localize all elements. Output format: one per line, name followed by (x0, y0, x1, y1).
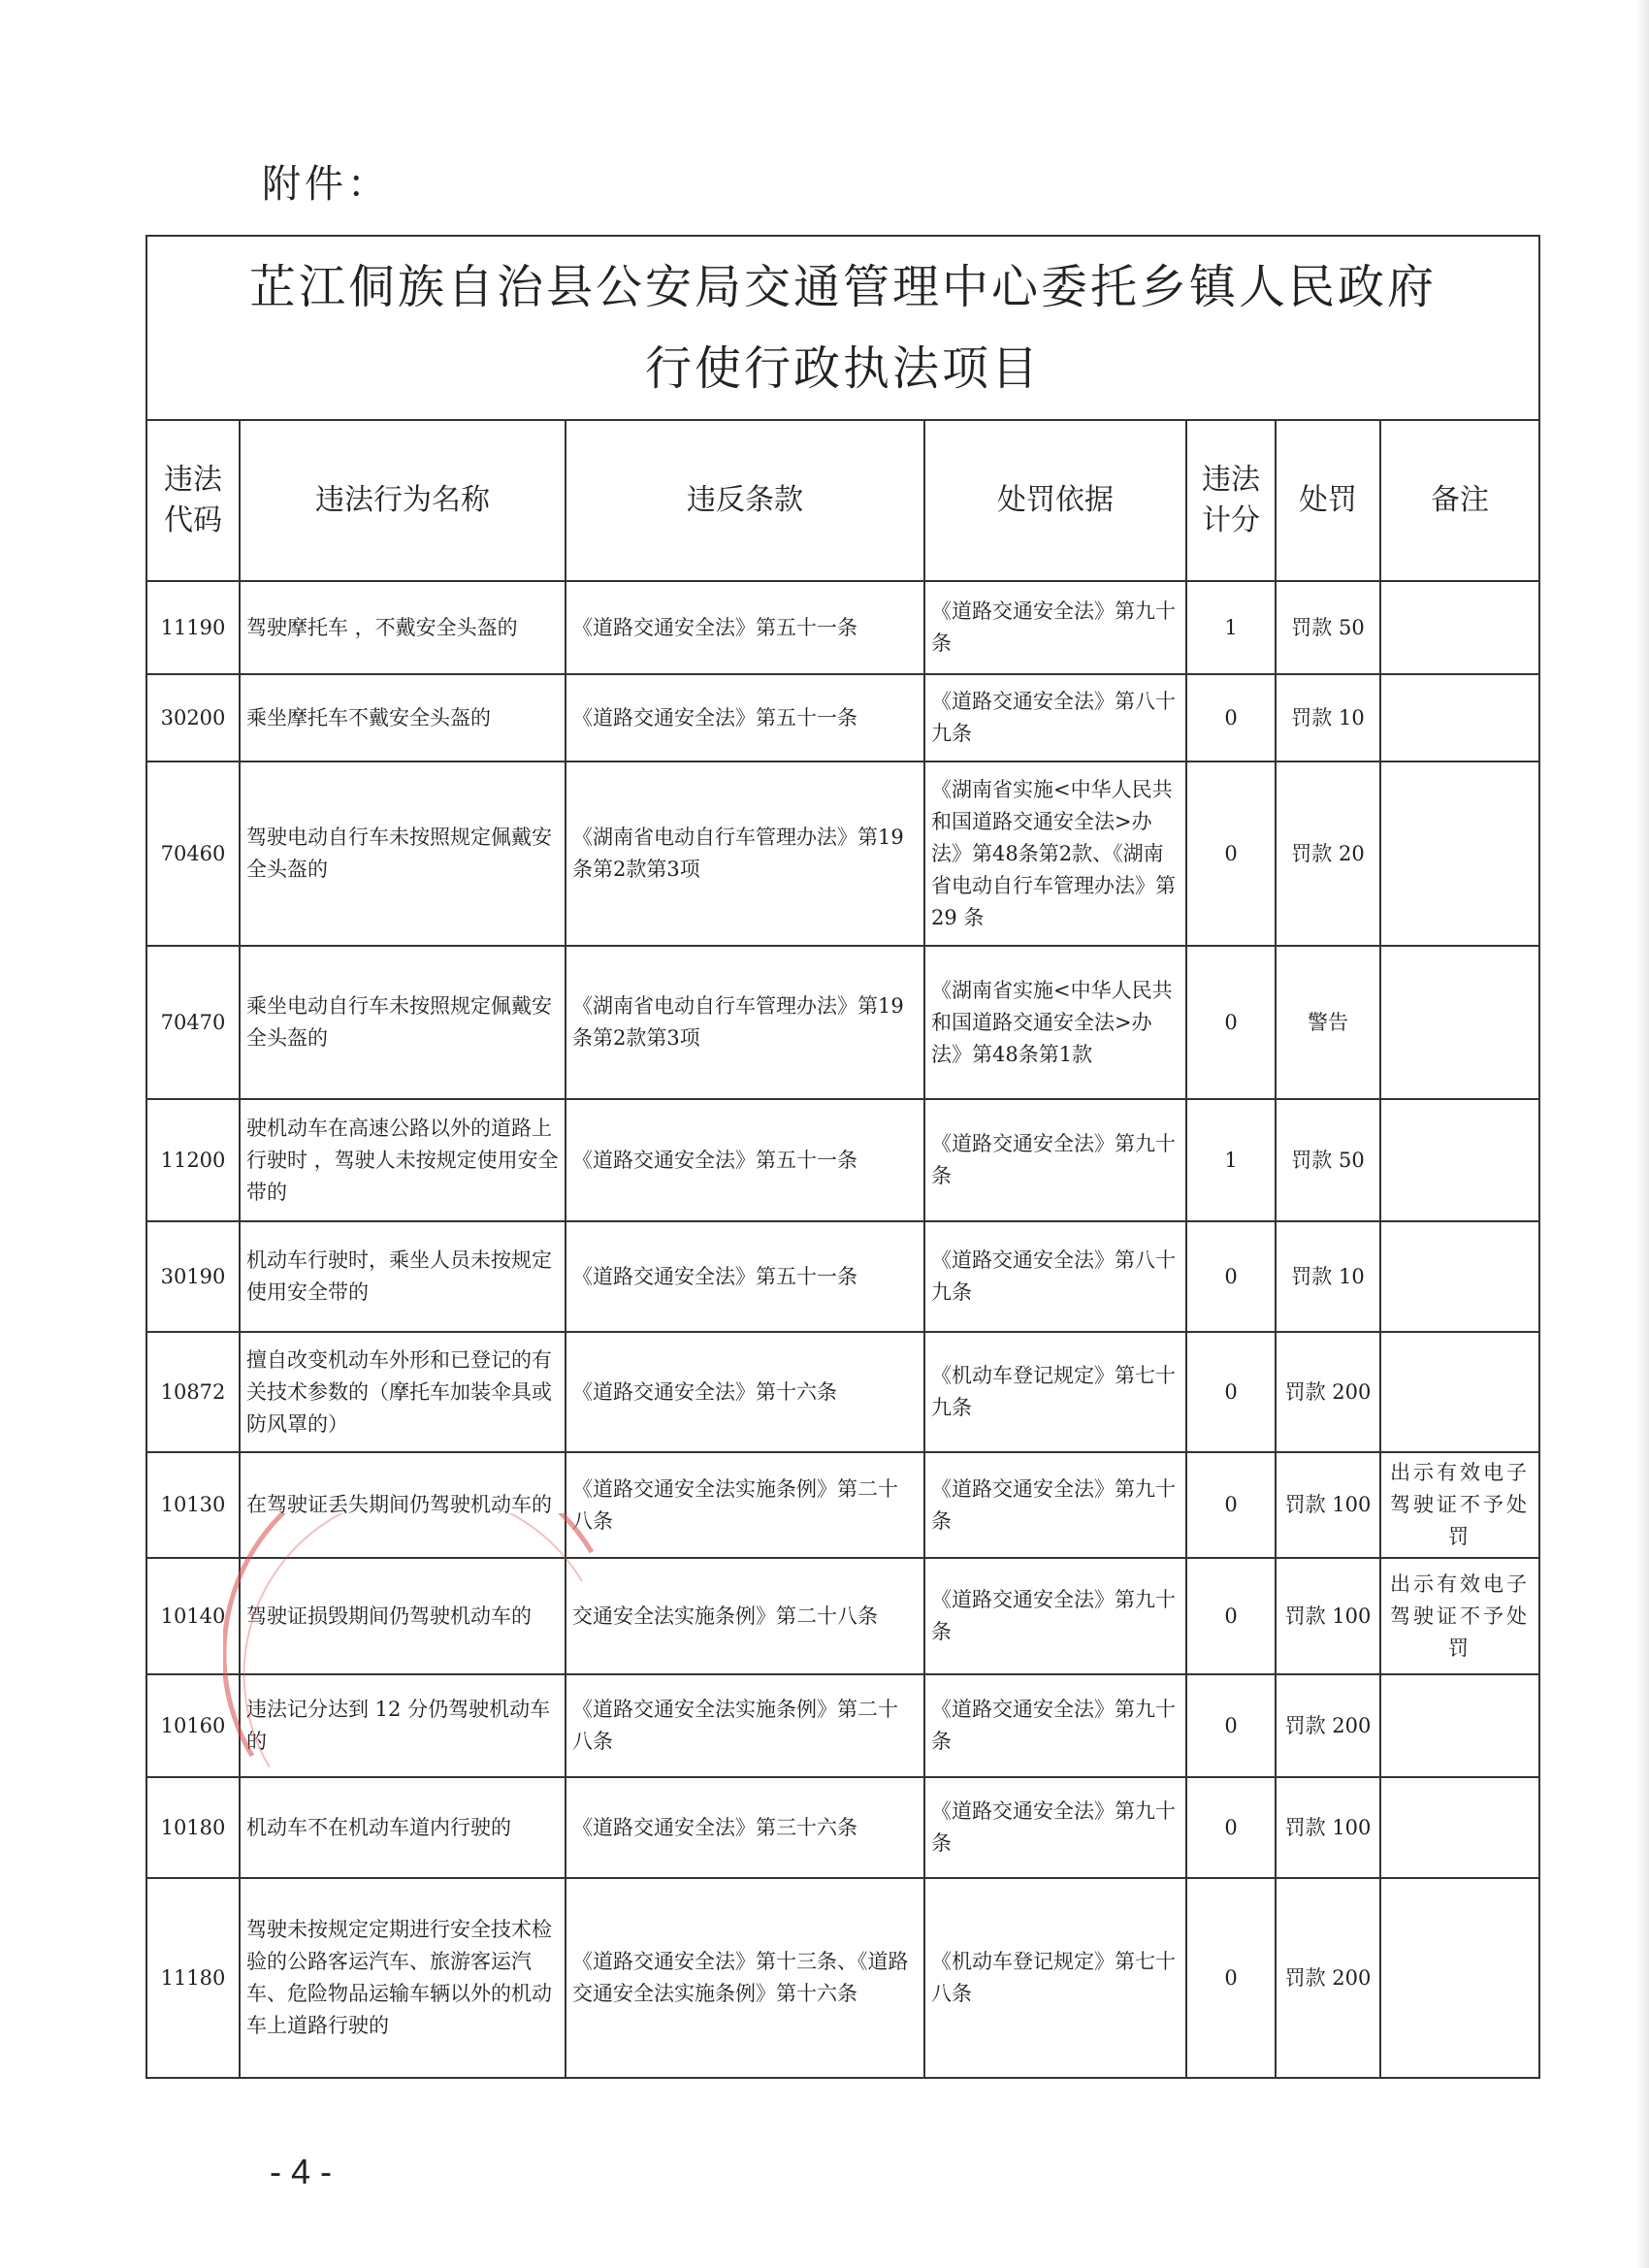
cell-basis: 《湖南省实施<中华人民共和国道路交通安全法>办法》第48条第2款、《湖南省电动自行车管理办法》第29 条 (924, 761, 1186, 946)
table-row (146, 1452, 1539, 1558)
cell-remark (1380, 761, 1539, 946)
cell-remark: 出示有效电子驾驶证不予处罚 (1380, 1558, 1539, 1674)
cell-clause: 《道路交通安全法》第五十一条 (566, 581, 924, 674)
cell-code: 11190 (146, 581, 240, 674)
cell-points: 1 (1186, 581, 1276, 674)
cell-clause: 《道路交通安全法》第十六条 (566, 1332, 924, 1452)
cell-penalty: 罚款 10 (1276, 1221, 1380, 1332)
cell-code: 11200 (146, 1099, 240, 1221)
cell-basis: 《道路交通安全法》第九十条 (924, 1099, 1186, 1221)
attachment-label: 附件： (262, 162, 390, 207)
cell-clause: 交通安全法实施条例》第二十八条 (566, 1558, 924, 1674)
cell-points: 1 (1186, 1099, 1276, 1221)
cell-code: 10180 (146, 1777, 240, 1878)
cell-basis: 《湖南省实施<中华人民共和国道路交通安全法>办法》第48条第1款 (924, 946, 1186, 1099)
table-row (146, 1777, 1539, 1878)
cell-penalty: 罚款 100 (1276, 1452, 1380, 1558)
cell-behavior: 在驾驶证丢失期间仍驾驶机动车的 (240, 1452, 566, 1558)
cell-penalty: 罚款 20 (1276, 761, 1380, 946)
cell-points: 0 (1186, 1452, 1276, 1558)
cell-points: 0 (1186, 1558, 1276, 1674)
cell-penalty: 罚款 50 (1276, 581, 1380, 674)
cell-clause: 《湖南省电动自行车管理办法》第19条第2款第3项 (566, 761, 924, 946)
cell-clause: 《道路交通安全法实施条例》第二十八条 (566, 1674, 924, 1777)
cell-points: 0 (1186, 1878, 1276, 2078)
table-row (146, 1221, 1539, 1332)
table-row (146, 946, 1539, 1099)
cell-remark (1380, 1674, 1539, 1777)
cell-clause: 《道路交通安全法》第三十六条 (566, 1777, 924, 1878)
cell-behavior: 擅自改变机动车外形和已登记的有关技术参数的（摩托车加装伞具或防风罩的） (240, 1332, 566, 1452)
cell-behavior: 机动车行驶时，乘坐人员未按规定使用安全带的 (240, 1221, 566, 1332)
table-row (146, 674, 1539, 761)
title-line-1: 芷江侗族自治县公安局交通管理中心委托乡镇人民政府 (248, 260, 1437, 314)
scan-edge-shadow (1635, 0, 1649, 2268)
enforcement-items-table (146, 235, 1540, 2079)
table-row (146, 1558, 1539, 1674)
cell-basis: 《道路交通安全法》第九十条 (924, 1777, 1186, 1878)
cell-behavior: 乘坐摩托车不戴安全头盔的 (240, 674, 566, 761)
cell-penalty: 罚款 200 (1276, 1332, 1380, 1452)
header-basis: 处罚依据 (924, 420, 1186, 581)
cell-clause: 《道路交通安全法实施条例》第二十八条 (566, 1452, 924, 1558)
cell-remark (1380, 1878, 1539, 2078)
cell-clause: 《道路交通安全法》第五十一条 (566, 1099, 924, 1221)
cell-behavior: 违法记分达到 12 分仍驾驶机动车的 (240, 1674, 566, 1777)
cell-basis: 《机动车登记规定》第七十九条 (924, 1332, 1186, 1452)
cell-remark: 出示有效电子驾驶证不予处罚 (1380, 1452, 1539, 1558)
header-penalty: 处罚 (1276, 420, 1380, 581)
cell-basis: 《机动车登记规定》第七十八条 (924, 1878, 1186, 2078)
cell-remark (1380, 1777, 1539, 1878)
document-title (146, 236, 1539, 420)
cell-penalty: 罚款 50 (1276, 1099, 1380, 1221)
table-row (146, 1878, 1539, 2078)
cell-code: 10872 (146, 1332, 240, 1452)
cell-code: 30190 (146, 1221, 240, 1332)
cell-remark (1380, 946, 1539, 1099)
table-row (146, 1332, 1539, 1452)
header-remark: 备注 (1380, 420, 1539, 581)
title-line-2: 行使行政执法项目 (644, 341, 1041, 396)
cell-code: 10130 (146, 1452, 240, 1558)
cell-remark (1380, 1332, 1539, 1452)
table-row (146, 761, 1539, 946)
cell-code: 30200 (146, 674, 240, 761)
cell-penalty: 罚款 100 (1276, 1777, 1380, 1878)
header-code: 违法代码 (146, 420, 240, 581)
page-number: - 4 - (270, 2152, 333, 2191)
header-points: 违法计分 (1186, 420, 1276, 581)
table-row (146, 1674, 1539, 1777)
cell-code: 10140 (146, 1558, 240, 1674)
cell-code: 10160 (146, 1674, 240, 1777)
cell-behavior: 驾驶摩托车 ，不戴安全头盔的 (240, 581, 566, 674)
cell-points: 0 (1186, 946, 1276, 1099)
cell-remark (1380, 674, 1539, 761)
cell-penalty: 罚款 10 (1276, 674, 1380, 761)
cell-points: 0 (1186, 674, 1276, 761)
cell-code: 70460 (146, 761, 240, 946)
cell-clause: 《道路交通安全法》第五十一条 (566, 1221, 924, 1332)
cell-points: 0 (1186, 1777, 1276, 1878)
cell-behavior: 驾驶电动自行车未按照规定佩戴安全头盔的 (240, 761, 566, 946)
cell-penalty: 罚款 100 (1276, 1558, 1380, 1674)
cell-behavior: 驾驶未按规定定期进行安全技术检验的公路客运汽车、旅游客运汽车、危险物品运输车辆以外的机动车上道路行驶的 (240, 1878, 566, 2078)
table-header-row (146, 420, 1539, 581)
cell-behavior: 驾驶证损毁期间仍驾驶机动车的 (240, 1558, 566, 1674)
table-body (146, 581, 1539, 2078)
cell-basis: 《道路交通安全法》第九十条 (924, 581, 1186, 674)
header-behavior: 违法行为名称 (240, 420, 566, 581)
cell-clause: 《道路交通安全法》第十三条、《道路交通安全法实施条例》第十六条 (566, 1878, 924, 2078)
cell-basis: 《道路交通安全法》第八十九条 (924, 1221, 1186, 1332)
table-row (146, 581, 1539, 674)
cell-clause: 《湖南省电动自行车管理办法》第19条第2款第3项 (566, 946, 924, 1099)
cell-penalty: 警告 (1276, 946, 1380, 1099)
cell-basis: 《道路交通安全法》第八十九条 (924, 674, 1186, 761)
cell-basis: 《道路交通安全法》第九十条 (924, 1558, 1186, 1674)
cell-penalty: 罚款 200 (1276, 1674, 1380, 1777)
cell-remark (1380, 1099, 1539, 1221)
cell-basis: 《道路交通安全法》第九十条 (924, 1674, 1186, 1777)
cell-remark (1380, 1221, 1539, 1332)
cell-behavior: 驶机动车在高速公路以外的道路上行驶时 ，驾驶人未按规定使用安全带的 (240, 1099, 566, 1221)
cell-penalty: 罚款 200 (1276, 1878, 1380, 2078)
cell-points: 0 (1186, 1674, 1276, 1777)
cell-code: 70470 (146, 946, 240, 1099)
header-clause: 违反条款 (566, 420, 924, 581)
cell-points: 0 (1186, 1332, 1276, 1452)
cell-points: 0 (1186, 761, 1276, 946)
cell-behavior: 乘坐电动自行车未按照规定佩戴安全头盔的 (240, 946, 566, 1099)
cell-basis: 《道路交通安全法》第九十条 (924, 1452, 1186, 1558)
cell-code: 11180 (146, 1878, 240, 2078)
cell-behavior: 机动车不在机动车道内行驶的 (240, 1777, 566, 1878)
cell-points: 0 (1186, 1221, 1276, 1332)
cell-clause: 《道路交通安全法》第五十一条 (566, 674, 924, 761)
table-row (146, 1099, 1539, 1221)
cell-remark (1380, 581, 1539, 674)
